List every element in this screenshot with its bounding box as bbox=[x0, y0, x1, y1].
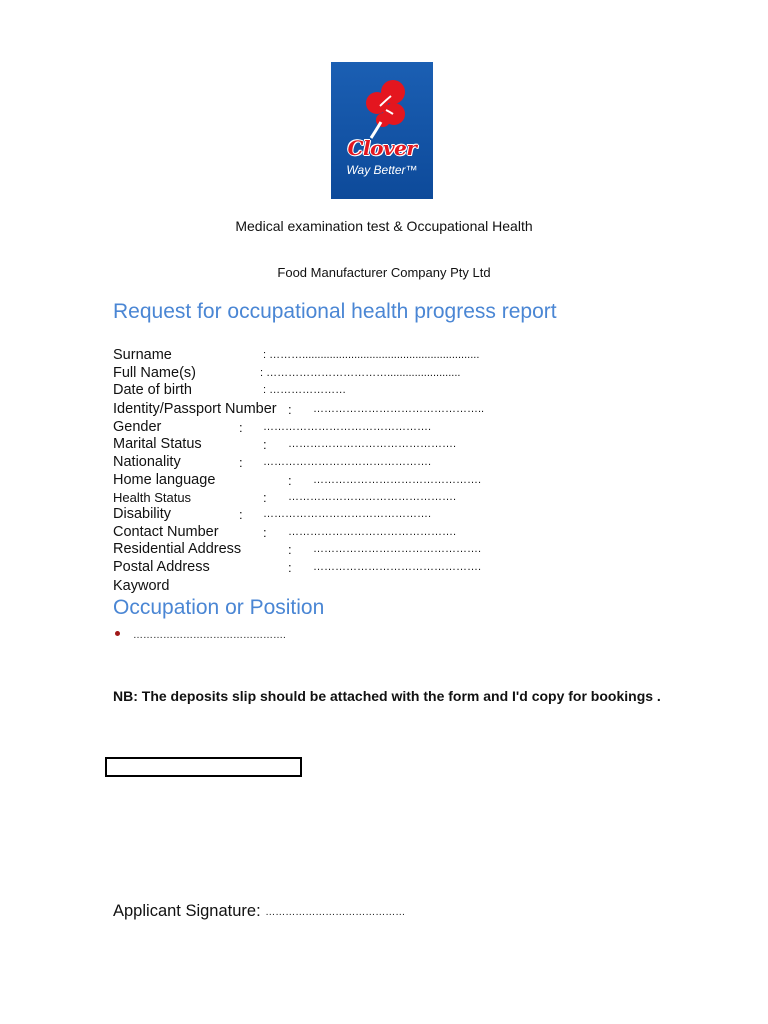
field-colon: : bbox=[263, 490, 267, 505]
field-value: ……………………………………….. bbox=[313, 403, 485, 415]
field-label: Health Status bbox=[113, 490, 192, 505]
document-title: Medical examination test & Occupational Health bbox=[235, 218, 533, 234]
field-kayword bbox=[113, 578, 169, 595]
field-value: ………………………………………. bbox=[313, 474, 482, 486]
field-date-of-birth bbox=[113, 382, 347, 399]
field-contact-number bbox=[113, 524, 457, 541]
field-value: : ……….......................................................... bbox=[263, 349, 480, 361]
logo-brand-name: Clover bbox=[347, 136, 417, 160]
field-value: ………………………………………. bbox=[313, 543, 482, 555]
field-home-language bbox=[113, 472, 482, 489]
field-residential-address bbox=[113, 541, 482, 558]
occupation-value: ………………………………………. bbox=[133, 630, 286, 641]
field-health-status bbox=[113, 489, 457, 506]
field-colon: : bbox=[239, 507, 243, 522]
field-value: ………………………………………. bbox=[263, 456, 432, 468]
field-colon: : bbox=[263, 525, 267, 540]
bullet-icon bbox=[115, 631, 120, 636]
signature-line: …………………………………… bbox=[265, 907, 406, 918]
field-value: : ………………… bbox=[263, 384, 347, 396]
signature-label: Applicant Signature: bbox=[113, 902, 261, 920]
field-marital-status bbox=[113, 436, 457, 453]
clover-flower-icon bbox=[331, 62, 433, 199]
field-label: Home language bbox=[113, 472, 216, 488]
occupation-heading: Occupation or Position bbox=[113, 596, 325, 619]
field-colon: : bbox=[288, 402, 292, 417]
field-surname bbox=[113, 347, 480, 364]
field-colon: : bbox=[288, 560, 292, 575]
deposit-note: NB: The deposits slip should be attached with the form and I'd copy for bookings . bbox=[113, 688, 661, 704]
logo-tagline: Way Better™ bbox=[346, 163, 418, 177]
field-colon: : bbox=[239, 420, 243, 435]
field-colon: : bbox=[263, 437, 267, 452]
clover-logo bbox=[331, 62, 433, 199]
field-label: Identity/Passport Number bbox=[113, 401, 277, 417]
field-nationality bbox=[113, 454, 432, 471]
field-label: Contact Number bbox=[113, 524, 219, 540]
field-value: : ……………………………........................ bbox=[260, 367, 461, 379]
empty-input-box[interactable] bbox=[105, 757, 302, 777]
field-label: Kayword bbox=[113, 578, 170, 594]
field-colon: : bbox=[288, 542, 292, 557]
field-full-names bbox=[113, 365, 461, 382]
field-label: Full Name(s) bbox=[113, 365, 196, 381]
field-value: ………………………………………. bbox=[313, 561, 482, 573]
field-label: Gender bbox=[113, 419, 162, 435]
field-identity-passport bbox=[113, 401, 485, 418]
field-disability bbox=[113, 506, 432, 523]
main-heading: Request for occupational health progress report bbox=[113, 300, 557, 323]
field-label: Disability bbox=[113, 506, 172, 522]
field-colon: : bbox=[288, 473, 292, 488]
field-value: ………………………………………. bbox=[263, 421, 432, 433]
field-label: Marital Status bbox=[113, 436, 202, 452]
applicant-signature bbox=[113, 902, 405, 921]
field-label: Residential Address bbox=[113, 541, 242, 557]
field-value: ………………………………………. bbox=[263, 508, 432, 520]
field-value: ………………………………………. bbox=[288, 438, 457, 450]
field-postal-address bbox=[113, 559, 482, 576]
company-name: Food Manufacturer Company Pty Ltd bbox=[277, 265, 491, 280]
field-label: Surname bbox=[113, 347, 172, 363]
field-gender bbox=[113, 419, 432, 436]
field-colon: : bbox=[239, 455, 243, 470]
field-label: Postal Address bbox=[113, 559, 210, 575]
field-value: ………………………………………. bbox=[288, 491, 457, 503]
field-label: Nationality bbox=[113, 454, 181, 470]
field-label: Date of birth bbox=[113, 382, 192, 398]
field-value: ………………………………………. bbox=[288, 526, 457, 538]
